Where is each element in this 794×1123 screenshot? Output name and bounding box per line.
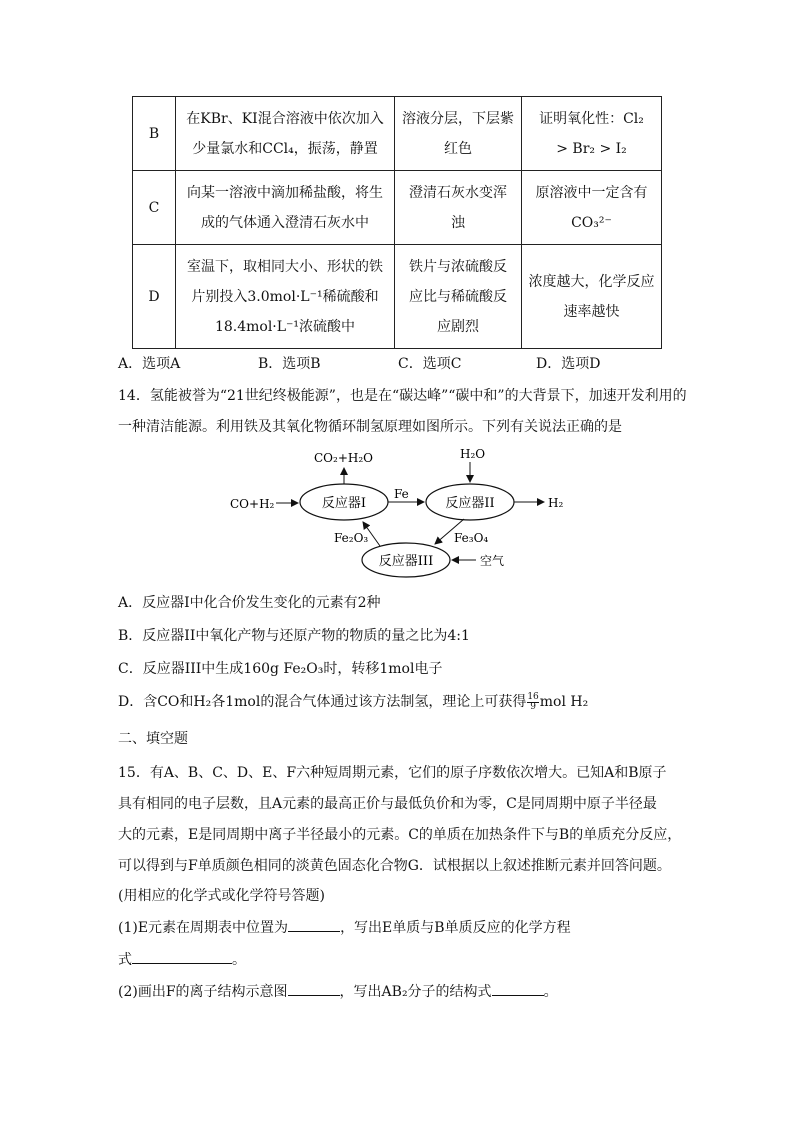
reactor2-label: 反应器II xyxy=(445,496,495,511)
section-title: 二、填空题 xyxy=(118,731,188,747)
options-table xyxy=(132,96,662,349)
q14-option-d[interactable]: D．含CO和H₂各1mol的混合气体通过该方法制氢，理论上可获得 $\frac{16}{9}$ mol H₂ xyxy=(118,691,589,712)
q14-option-a[interactable]: A．反应器I中化合价发生变化的元素有2种 xyxy=(118,595,381,611)
answer-blank[interactable] xyxy=(492,981,544,996)
operation-cell: 室温下，取相同大小、形状的铁 片别投入3.0mol·L⁻¹稀硫酸和 18.4mol·L⁻¹浓硫酸中 xyxy=(176,245,395,349)
fe2o3-label: Fe₂O₃ xyxy=(334,531,369,545)
output-h2: H₂ xyxy=(548,496,564,510)
reactor3-label: 反应器III xyxy=(378,554,434,569)
q15-part2: (2)画出F的离子结构示意图 ，写出AB₂分子的结构式 。 xyxy=(118,981,558,1002)
reactor1-label: 反应器I xyxy=(321,496,367,511)
fe3o4-label: Fe₃O₄ xyxy=(454,531,489,545)
phenomenon-cell: 铁片与浓硫酸反 应比与稀硫酸反 应剧烈 xyxy=(395,245,522,349)
operation-cell: 在KBr、KI混合溶液中依次加入 少量氯水和CCl₄，振荡，静置 xyxy=(176,97,395,171)
q15-stem-line4: 可以得到与F单质颜色相同的淡黄色固态化合物G．试根据以上叙述推断元素并回答问题。 xyxy=(118,858,671,874)
q15-part1: (1)E元素在周期表中位置为 ，写出E单质与B单质反应的化学方程 xyxy=(118,917,571,938)
choice-a[interactable]: A．选项A xyxy=(118,356,181,372)
q15-stem-line2: 具有相同的电子层数，且A元素的最高正价与最低负价和为零，C是同周期中原子半径最 xyxy=(118,796,657,812)
q14-stem-line2: 一种清洁能源。利用铁及其氧化物循环制氢原理如图所示。下列有关说法正确的是 xyxy=(118,419,622,435)
choice-c[interactable]: C．选项C xyxy=(398,356,462,372)
choice-b[interactable]: B．选项B xyxy=(258,356,321,372)
operation-cell: 向某一溶液中滴加稀盐酸，将生 成的气体通入澄清石灰水中 xyxy=(176,171,395,245)
q15-stem-line3: 大的元素，E是同周期中离子半径最小的元素。C的单质在加热条件下与B的单质充分反应， xyxy=(118,827,682,843)
q14-option-b[interactable]: B．反应器II中氧化产物与还原产物的物质的量之比为4:1 xyxy=(118,628,470,644)
input-co-h2: CO+H₂ xyxy=(230,497,275,511)
fraction: $\frac{16}{9}$ xyxy=(527,691,539,712)
row-label: C xyxy=(133,171,176,245)
q13-choices xyxy=(118,354,718,374)
input-h2o: H₂O xyxy=(460,447,486,461)
q15-part1-cont: 式 。 xyxy=(118,949,246,970)
answer-blank[interactable] xyxy=(288,917,340,932)
air-label: 空气 xyxy=(480,554,505,568)
table-row xyxy=(133,245,662,349)
conclusion-cell: 浓度越大，化学反应 速率越快 xyxy=(522,245,662,349)
output-co2-h2o: CO₂+H₂O xyxy=(314,451,373,465)
hydrogen-cycle-diagram xyxy=(220,442,580,582)
answer-blank[interactable] xyxy=(288,981,340,996)
q15-note: (用相应的化学式或化学符号答题) xyxy=(118,888,325,904)
phenomenon-cell: 溶液分层，下层紫 红色 xyxy=(395,97,522,171)
q14-stem-line1: 14．氢能被誉为“21世纪终极能源”，也是在“碳达峰”“碳中和”的大背景下，加速开发利用的 xyxy=(118,388,687,404)
fe-label: Fe xyxy=(394,487,409,501)
q15-stem-line1: 15．有A、B、C、D、E、F六种短周期元素，它们的原子序数依次增大。已知A和B原子 xyxy=(118,765,667,781)
row-label: D xyxy=(133,245,176,349)
table-row xyxy=(133,97,662,171)
q14-option-c[interactable]: C．反应器III中生成160g Fe₂O₃时，转移1mol电子 xyxy=(118,661,443,677)
conclusion-cell: 证明氧化性：Cl₂ > Br₂ > I₂ xyxy=(522,97,662,171)
table-row xyxy=(133,171,662,245)
conclusion-cell: 原溶液中一定含有 CO₃²⁻ xyxy=(522,171,662,245)
answer-blank[interactable] xyxy=(132,949,232,964)
choice-d[interactable]: D．选项D xyxy=(536,356,601,372)
phenomenon-cell: 澄清石灰水变浑 浊 xyxy=(395,171,522,245)
row-label: B xyxy=(133,97,176,171)
